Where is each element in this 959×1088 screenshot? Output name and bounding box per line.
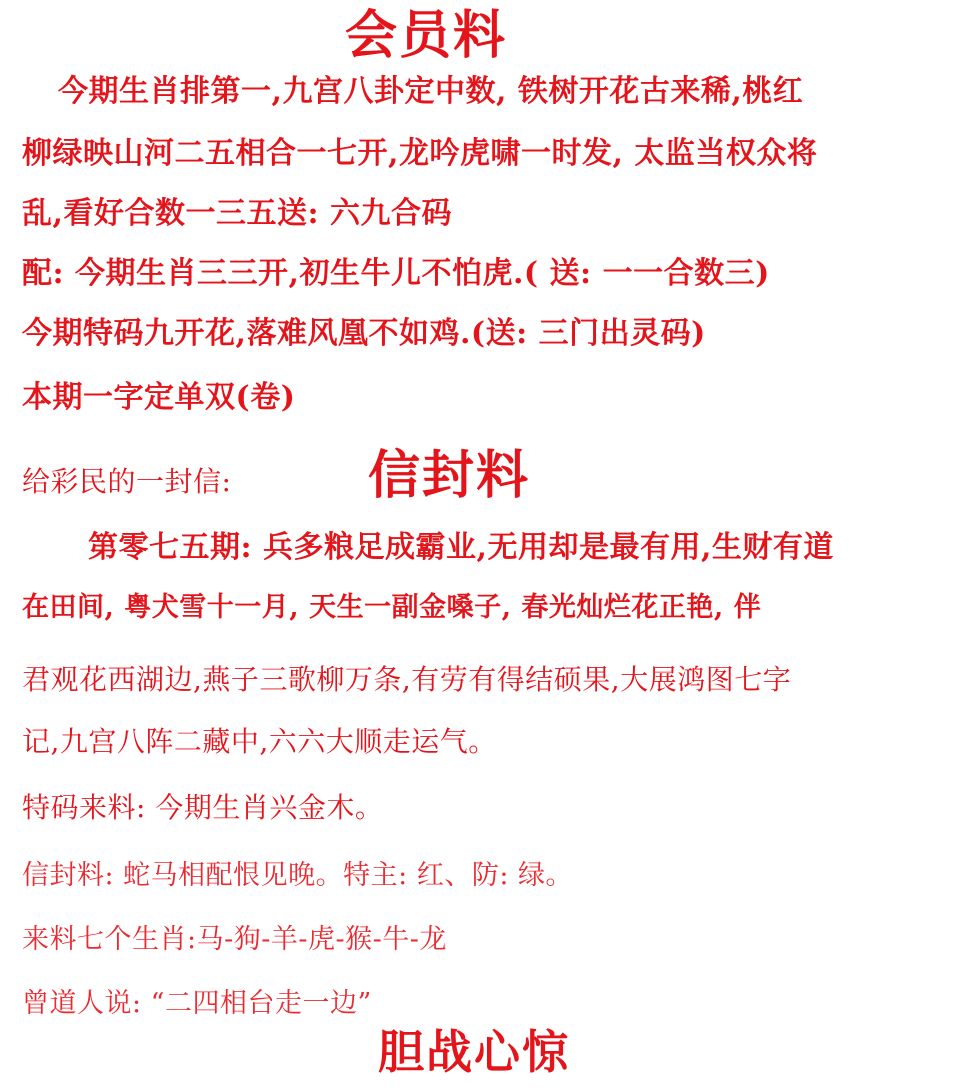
member-line-2: 柳绿映山河二五相合一七开,龙吟虎啸一时发, 太监当权众将 — [22, 136, 818, 171]
letter-line-3: 君观花西湖边,燕子三歌柳万条,有劳有得结硕果,大展鸿图七字 — [22, 663, 792, 696]
letter-line-1: 第零七五期: 兵多粮足成霸业,无用却是最有用,生财有道 — [88, 530, 834, 565]
member-line-5: 今期特码九开花,落难风凰不如鸡.(送: 三门出灵码) — [22, 316, 706, 351]
member-line-4: 配: 今期生肖三三开,初生牛儿不怕虎.( 送: 一一合数三) — [22, 256, 770, 291]
letter-title: 信封料 — [368, 445, 531, 506]
member-line-1: 今期生肖排第一,九宫八卦定中数, 铁树开花古来稀,桃红 — [58, 74, 804, 109]
letter-line-7: 来料七个生肖:马-狗-羊-虎-猴-牛-龙 — [22, 924, 447, 955]
letter-intro: 给彩民的一封信: — [22, 465, 232, 498]
footer-title: 胆战心惊 — [378, 1025, 570, 1079]
member-line-6: 本期一字定单双(卷) — [22, 380, 296, 415]
letter-line-2: 在田间, 粤犬雪十一月, 天生一副金嗓子, 春光灿烂花正艳, 伴 — [22, 592, 762, 623]
letter-line-5: 特码来料: 今期生肖兴金木。 — [22, 791, 384, 824]
letter-line-4: 记,九宫八阵二藏中,六六大顺走运气。 — [22, 725, 497, 758]
member-title: 会员料 — [345, 5, 508, 66]
letter-line-8: 曾道人说: “二四相台走一边” — [22, 988, 372, 1019]
letter-line-6: 信封料: 蛇马相配恨见晚。特主: 红、防: 绿。 — [22, 860, 574, 891]
member-line-3: 乱,看好合数一三五送: 六九合码 — [22, 196, 452, 231]
